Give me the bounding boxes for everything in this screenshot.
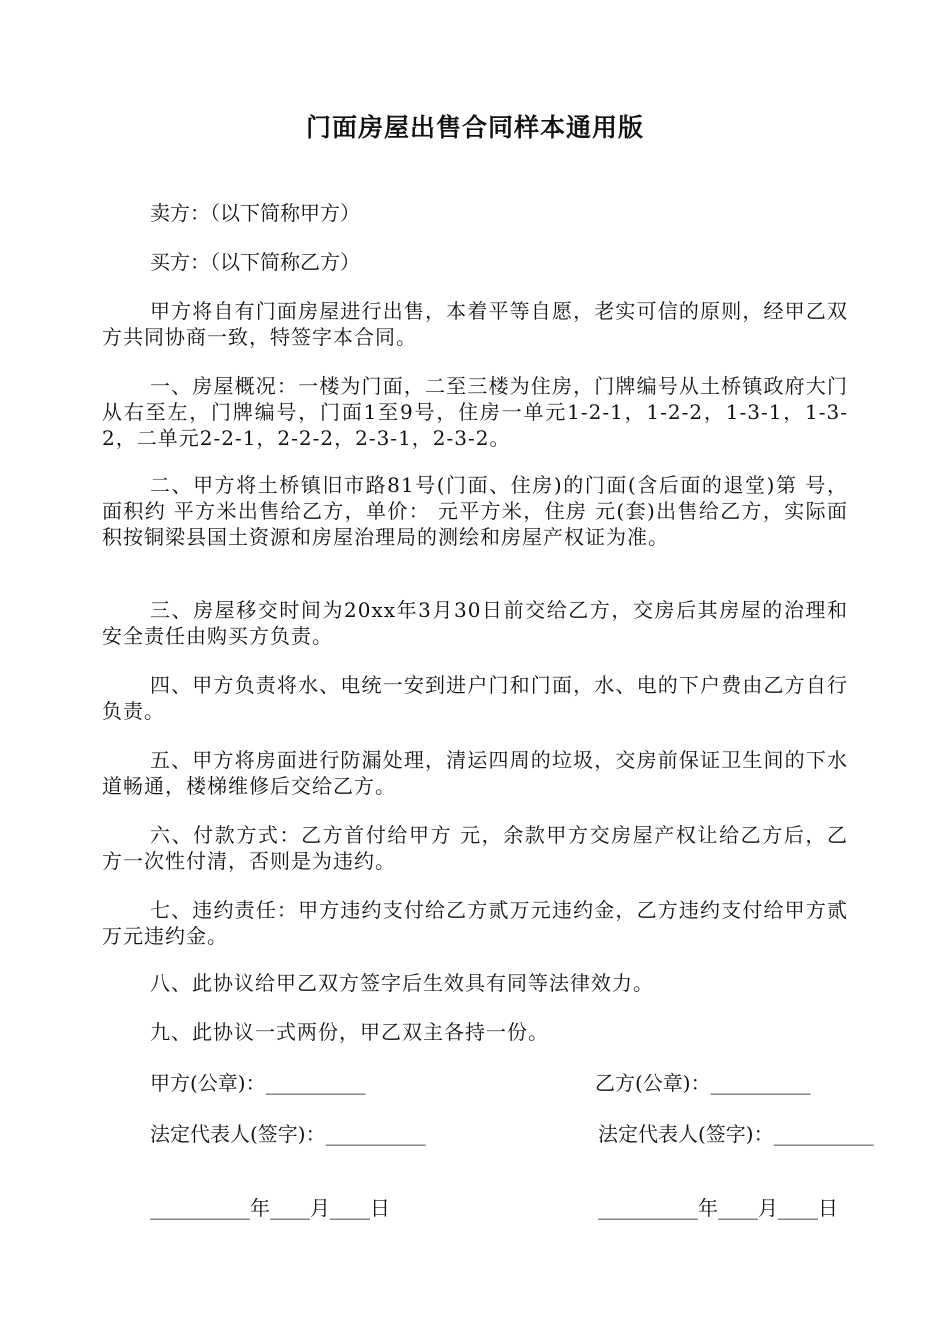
party-b-representative: 法定代表人(签字)：__________ (598, 1122, 874, 1146)
intro-paragraph: 甲方将自有门面房屋进行出售，本着平等自愿，老实可信的原则，经甲乙双方共同协商一致，特签字本合同。 (102, 299, 848, 349)
buyer-line: 买方：（以下简称乙方） (150, 250, 360, 274)
clause-2-paragraph: 二、甲方将土桥镇旧市路81号(门面、住房)的门面(含后面的退堂)第 号，面积约 平方米出售给乙方，单价： 元平方米，住房 元(套)出售给乙方，实际面积按铜梁县国土资源和房屋治理局的测绘和房屋产权证为准。 (102, 473, 848, 549)
party-b-date: __________年____月____日 (598, 1196, 838, 1220)
clause-3-paragraph: 三、房屋移交时间为20xx年3月30日前交给乙方，交房后其房屋的治理和安全责任由购买方负责。 (102, 598, 848, 648)
clause-4-paragraph: 四、甲方负责将水、电统一安到进户门和门面，水、电的下户费由乙方自行负责。 (102, 673, 848, 723)
clause-8-paragraph: 八、此协议给甲乙双方签字后生效具有同等法律效力。 (150, 971, 654, 995)
clause-7-paragraph: 七、违约责任：甲方违约支付给乙方贰万元违约金，乙方违约支付给甲方贰万元违约金。 (102, 898, 848, 948)
clause-9-paragraph: 九、此协议一式两份，甲乙双主各持一份。 (150, 1020, 549, 1044)
clause-6-paragraph: 六、付款方式：乙方首付给甲方 元，余款甲方交房屋产权让给乙方后，乙方一次性付清，否则是为违约。 (102, 823, 848, 873)
party-a-representative: 法定代表人(签字)：__________ (150, 1122, 426, 1146)
party-a-seal: 甲方(公章)：__________ (150, 1071, 366, 1095)
party-b-seal: 乙方(公章)：__________ (595, 1071, 811, 1095)
party-a-date: __________年____月____日 (150, 1196, 390, 1220)
clause-1-paragraph: 一、房屋概况：一楼为门面，二至三楼为住房，门牌编号从土桥镇政府大门从右至左，门牌编号，门面1至9号，住房一单元1-2-1，1-2-2，1-3-1，1-3-2，二单元2-2-1，2-2-2，2-3-1，2-3-2。 (102, 374, 848, 450)
seller-line: 卖方：（以下简称甲方） (150, 201, 360, 225)
document-title: 门面房屋出售合同样本通用版 (305, 113, 644, 142)
clause-5-paragraph: 五、甲方将房面进行防漏处理，清运四周的垃圾，交房前保证卫生间的下水道畅通，楼梯维修后交给乙方。 (102, 748, 848, 798)
